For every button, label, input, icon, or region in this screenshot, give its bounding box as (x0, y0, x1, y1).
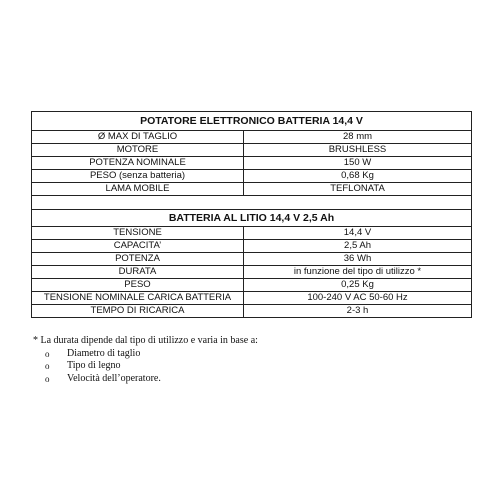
list-item (45, 348, 258, 361)
table-row (32, 170, 472, 183)
table-row (32, 266, 472, 279)
spec-value: TEFLONATA (244, 183, 472, 196)
footnote-text: * La durata dipende dal tipo di utilizzo e varia in base a: (33, 335, 258, 346)
spec-value: BRUSHLESS (244, 144, 472, 157)
spec-label: POTENZA (32, 253, 244, 266)
spec-label: PESO (senza batteria) (32, 170, 244, 183)
section1-title-row (32, 112, 472, 131)
spec-value: 0,68 Kg (244, 170, 472, 183)
section2-title: BATTERIA AL LITIO 14,4 V 2,5 Ah (32, 210, 472, 227)
table-row (32, 227, 472, 240)
spec-label: TEMPO DI RICARICA (32, 305, 244, 318)
list-item-text: Tipo di legno (67, 360, 121, 371)
footnote (33, 335, 258, 385)
hollow-bullet-icon: o (45, 373, 50, 384)
spec-value: in funzione del tipo di utilizzo * (244, 266, 472, 279)
footnote-list (33, 348, 258, 386)
spec-value: 36 Wh (244, 253, 472, 266)
spacer-cell (32, 196, 472, 210)
spec-value: 0,25 Kg (244, 279, 472, 292)
list-item (45, 360, 258, 373)
spec-value: 150 W (244, 157, 472, 170)
spacer-row (32, 196, 472, 210)
table-row (32, 144, 472, 157)
table-row (32, 292, 472, 305)
spec-label: Ø MAX DI TAGLIO (32, 131, 244, 144)
spec-label: POTENZA NOMINALE (32, 157, 244, 170)
spec-label: CAPACITA’ (32, 240, 244, 253)
spec-value: 2,5 Ah (244, 240, 472, 253)
spec-value: 2-3 h (244, 305, 472, 318)
table-row (32, 157, 472, 170)
table-row (32, 240, 472, 253)
list-item-text: Velocità dell’operatore. (67, 372, 161, 384)
spec-label: DURATA (32, 266, 244, 279)
hollow-bullet-icon: o (45, 361, 50, 371)
spec-label: MOTORE (32, 144, 244, 157)
section2-title-row (32, 210, 472, 227)
spec-table (31, 111, 472, 318)
table-row (32, 131, 472, 144)
table-row (32, 183, 472, 196)
spec-label: TENSIONE NOMINALE CARICA BATTERIA (32, 292, 244, 305)
table-row (32, 279, 472, 292)
table-row (32, 253, 472, 266)
spec-label: LAMA MOBILE (32, 183, 244, 196)
spec-label: TENSIONE (32, 227, 244, 240)
spec-label: PESO (32, 279, 244, 292)
spec-value: 28 mm (244, 131, 472, 144)
list-item (45, 373, 258, 386)
spec-value: 100-240 V AC 50-60 Hz (244, 292, 472, 305)
table-row (32, 305, 472, 318)
spec-value: 14,4 V (244, 227, 472, 240)
section1-title: POTATORE ELETTRONICO BATTERIA 14,4 V (32, 112, 472, 131)
hollow-bullet-icon: o (45, 348, 50, 359)
list-item-text: Diametro di taglio (67, 347, 141, 359)
